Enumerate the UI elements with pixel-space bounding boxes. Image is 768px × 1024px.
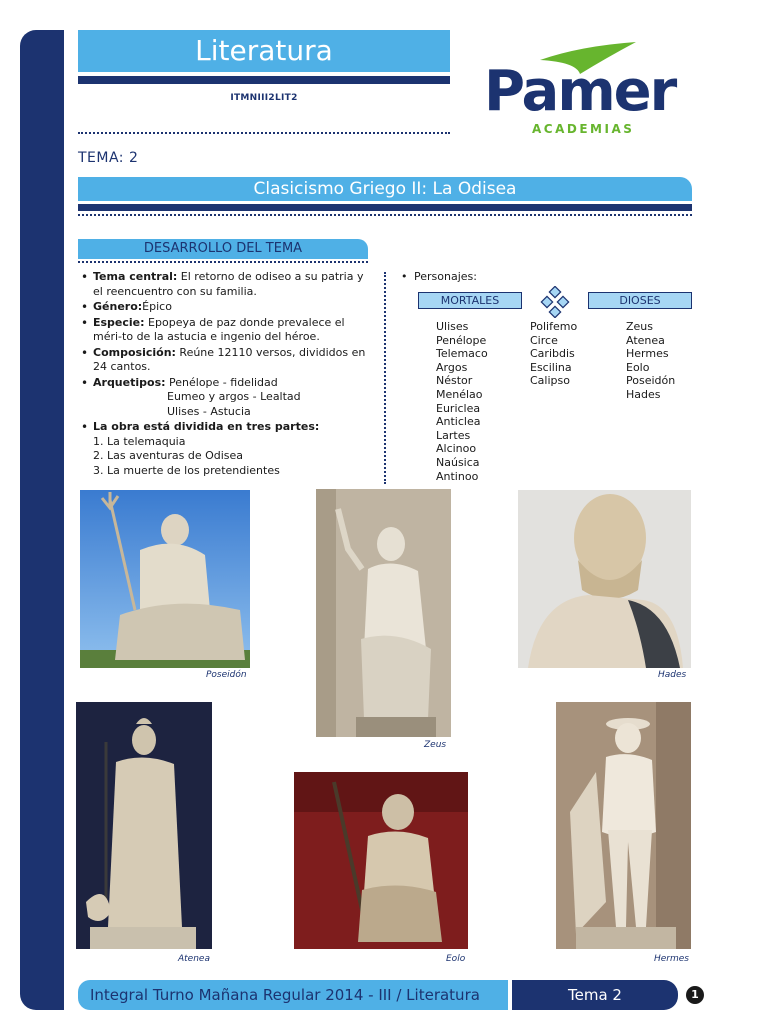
eolo-photo [294, 772, 468, 949]
list-item: • Género:Épico [80, 300, 370, 315]
document-code: ITMNIII2LIT2 [230, 93, 298, 103]
caption-atenea: Atenea [178, 954, 210, 964]
gods-list: Zeus Atenea Hermes Eolo Poseidón Hades [626, 320, 676, 401]
atenea-photo [76, 702, 212, 949]
caption-eolo: Eolo [446, 954, 466, 964]
list-item: • La obra está dividida en tres partes: 1. La telemaquia 2. Las aventuras de Odisea 3. La muerte de los pretendientes [80, 420, 370, 478]
subject-title: Literatura [78, 30, 450, 72]
topic-development [80, 270, 370, 479]
dotted-column-divider [384, 272, 386, 484]
dotted-divider [78, 261, 368, 263]
gods-header: DIOSES [588, 292, 692, 309]
list-item: • Arquetipos: Penélope - fidelidad Eumeo y argos - Lealtad Ulises - Astucia [80, 376, 370, 420]
caption-hades: Hades [658, 670, 687, 680]
footer-course: Integral Turno Mañana Regular 2014 - III / Literatura [78, 980, 508, 1010]
mortals-list: Ulises Penélope Telemaco Argos Néstor Menélao Euriclea Anticlea Lartes Alcinoo Naúsica Antinoo [436, 320, 488, 483]
mixed-list: Polifemo Circe Caribdis Escilina Calipso [530, 320, 578, 388]
page-number: 1 [686, 986, 704, 1004]
zeus-photo [316, 489, 451, 737]
page-title: Clasicismo Griego II: La Odisea [78, 177, 692, 201]
poseidon-photo [80, 490, 250, 668]
title-rule [78, 204, 692, 211]
hermes-photo [556, 702, 691, 949]
list-item: • Composición: Reúne 12110 versos, divididos en 24 cantos. [80, 346, 370, 375]
subject-rule [78, 76, 450, 84]
logo-wordmark: Pamer [484, 59, 676, 124]
diamond-icon [539, 286, 571, 318]
footer-tema: Tema 2 [512, 980, 678, 1010]
characters-label: • Personajes: [400, 270, 700, 283]
dotted-divider [78, 132, 450, 134]
pamer-logo [484, 40, 694, 140]
side-bar [20, 30, 64, 1010]
list-item: • Tema central: El retorno de odiseo a su patria y el reencuentro con su familia. [80, 270, 370, 299]
caption-zeus: Zeus [424, 740, 447, 750]
caption-hermes: Hermes [654, 954, 689, 964]
caption-poseidon: Poseidón [206, 670, 247, 680]
dotted-divider [78, 214, 692, 216]
mortals-header: MORTALES [418, 292, 522, 309]
hades-photo [518, 490, 691, 668]
tema-label: TEMA: 2 [78, 150, 139, 166]
logo-subtitle: ACADEMIAS [532, 122, 635, 136]
characters-panel [400, 270, 700, 483]
section-title: DESARROLLO DEL TEMA [78, 239, 368, 259]
list-item: • Especie: Epopeya de paz donde prevalece el méri-to de la astucia e ingenio del héroe. [80, 316, 370, 345]
